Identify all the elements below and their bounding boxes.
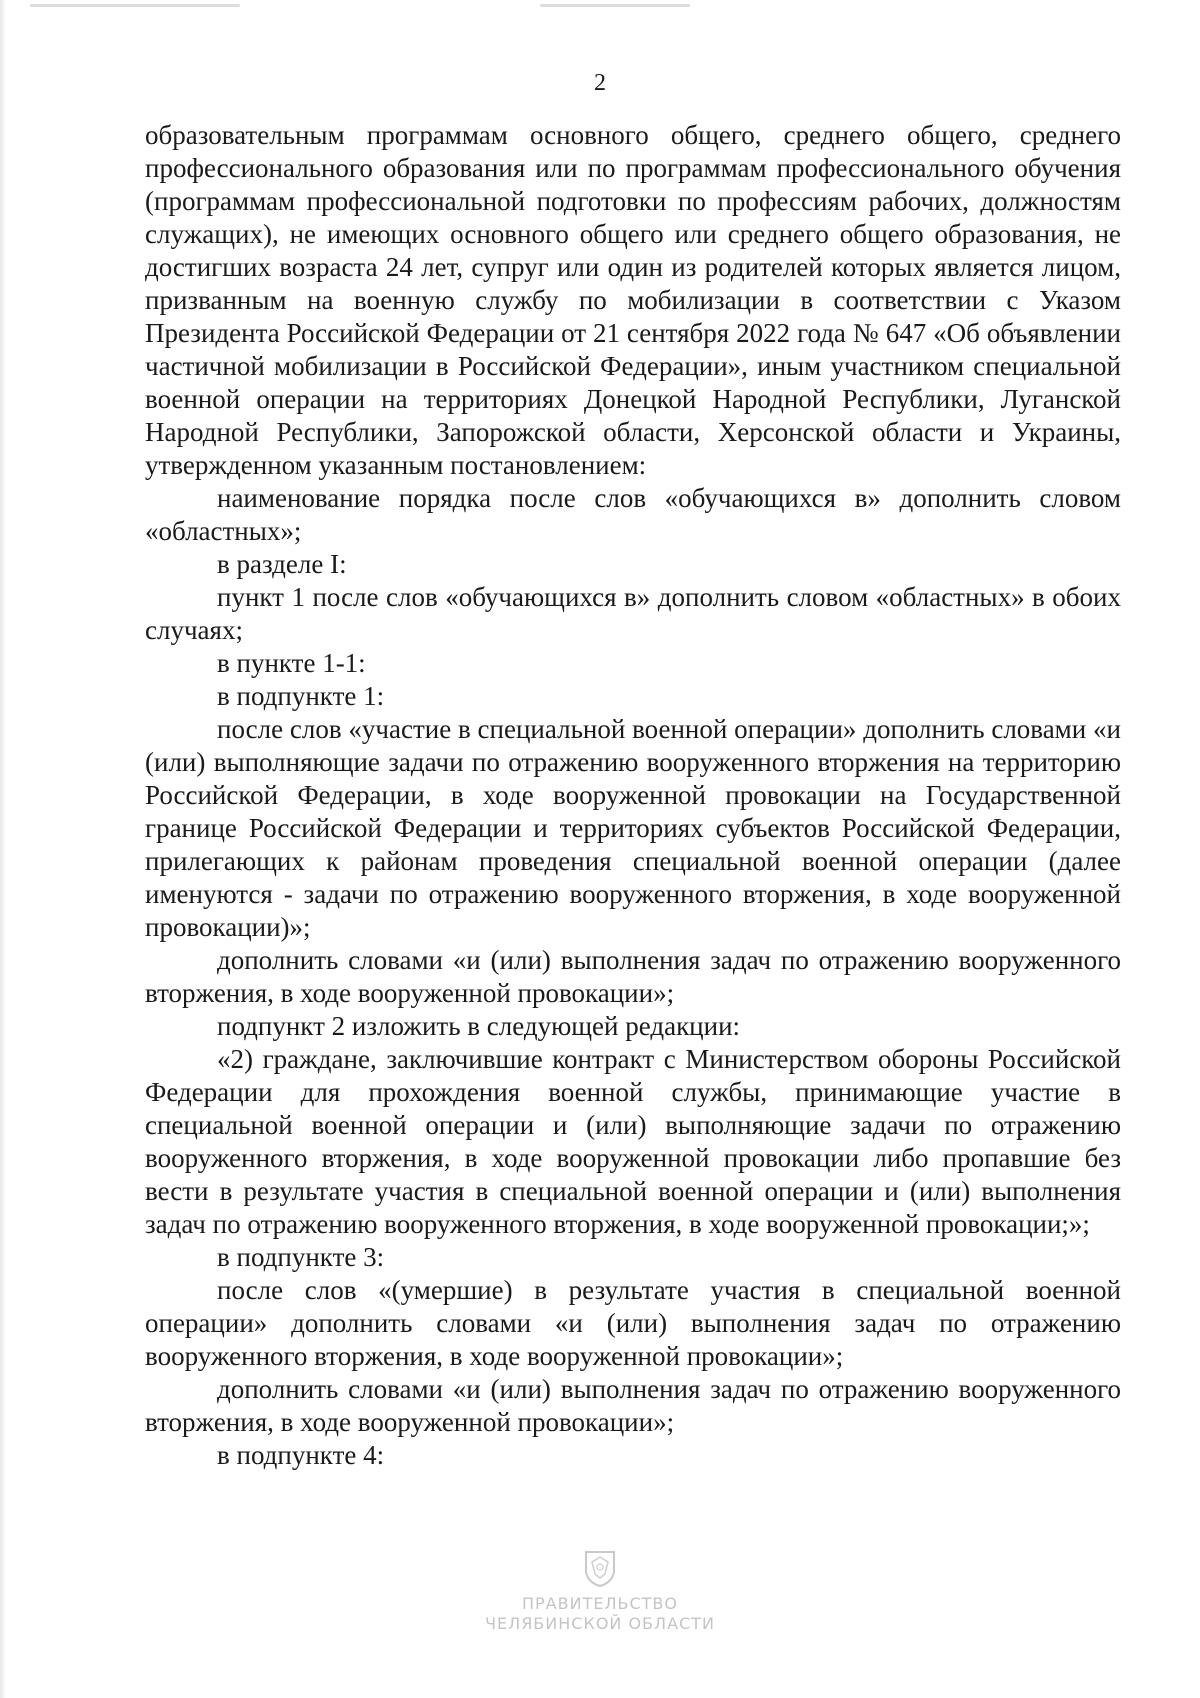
paragraph: наименование порядка после слов «обучающихся в» дополнить словом «областных»; <box>145 483 1121 546</box>
paragraph: дополнить словами «и (или) выполнения задач по отражению вооруженного вторжения, в ходе вооруженной провокации»; <box>145 945 1121 1008</box>
paragraph: дополнить словами «и (или) выполнения задач по отражению вооруженного вторжения, в ходе вооруженной провокации»; <box>145 1374 1121 1437</box>
page-number: 2 <box>594 70 606 96</box>
scan-top-mark-right <box>540 4 690 7</box>
stamp-line-2: ЧЕЛЯБИНСКОЙ ОБЛАСТИ <box>485 1614 715 1633</box>
coat-of-arms-icon <box>580 1548 620 1588</box>
paragraph: в разделе I: <box>217 549 347 579</box>
stamp-line-1: ПРАВИТЕЛЬСТВО <box>522 1594 678 1613</box>
paragraph: образовательным программам основного общего, среднего общего, среднего профессионального образования или по программам профессионального обучения (программам профессиональной подготовки по профессиям рабочих, должностям служащих), не имеющих основного общего или среднего общего образования, не достигших возраста 24 лет, супруг или один из родителей которых является лицом, призванным на военную службу по мобилизации в соответствии с Указом Президента Российской Федерации от 21 сентября 2022 года № 647 «Об объявлении частичной мобилизации в Российской Федерации», иным участником специальной военной операции на территориях Донецкой Народной Республики, Луганской Народной Республики, Запорожской области, Херсонской области и Украины, утвержденном указанным постановлением: <box>145 120 1121 480</box>
document-body <box>145 119 1121 1472</box>
scan-top-mark-left <box>30 4 240 7</box>
paragraph: после слов «(умершие) в результате участия в специальной военной операции» дополнить словами «и (или) выполнения задач по отражению вооруженного вторжения, в ходе вооруженной провокации»; <box>145 1275 1121 1371</box>
paragraph: в подпункте 4: <box>217 1440 385 1470</box>
paragraph: после слов «участие в специальной военной операции» дополнить словами «и (или) выполняющие задачи по отражению вооруженного вторжения на территорию Российской Федерации, в ходе вооруженной провокации на Государственной границе Российской Федерации и территориях субъектов Российской Федерации, прилегающих к районам проведения специальной военной операции (далее именуются - задачи по отражению вооруженного вторжения, в ходе вооруженной провокации)»; <box>145 714 1121 942</box>
paragraph: пункт 1 после слов «обучающихся в» дополнить словом «областных» в обоих случаях; <box>145 582 1121 645</box>
paragraph: «2) граждане, заключившие контракт с Министерством обороны Российской Федерации для прохождения военной службы, принимающие участие в специальной военной операции и (или) выполняющие задачи по отражению вооруженного вторжения, в ходе вооруженной провокации либо пропавшие без вести в результате участия в специальной военной операции и (или) выполнения задач по отражению вооруженного вторжения, в ходе вооруженной провокации;»; <box>145 1044 1121 1239</box>
paragraph: в подпункте 3: <box>217 1242 385 1272</box>
scan-edge-shadow <box>0 0 6 1698</box>
paragraph: подпункт 2 изложить в следующей редакции: <box>217 1011 741 1041</box>
government-stamp <box>0 1548 1200 1634</box>
paragraph: в пункте 1-1: <box>217 648 366 678</box>
paragraph: в подпункте 1: <box>217 681 385 711</box>
